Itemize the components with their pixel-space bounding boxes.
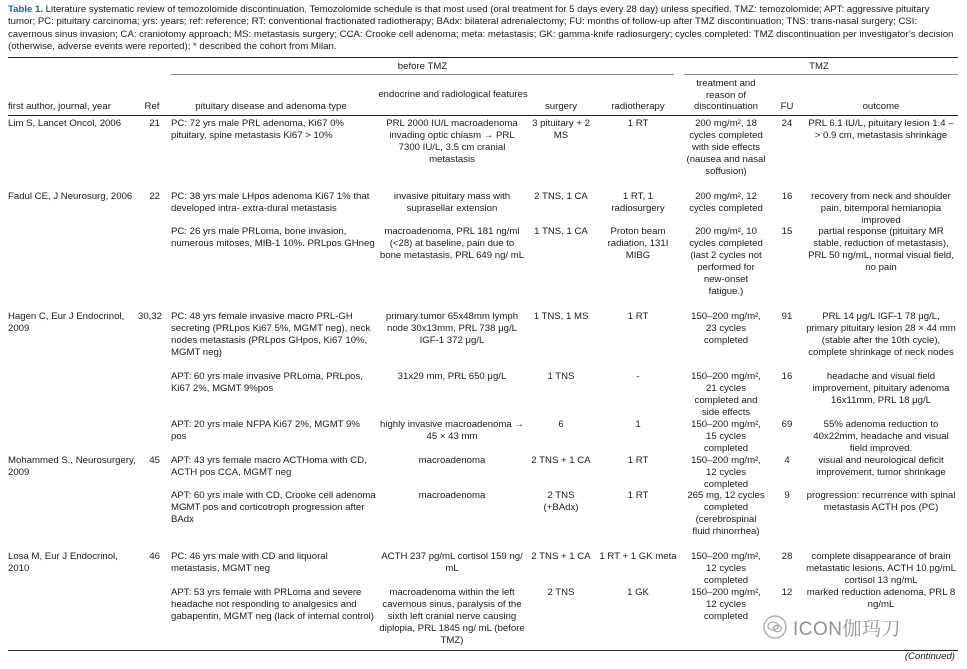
cell-disease: APT: 20 yrs male NFPA Ki67 2%, MGMT 9% pos [171,419,360,442]
cell-endocrine: macroadenoma, PRL 181 ng/ml (<28) at baseline, pain due to bone metastasis, PRL 649 ng/ mL [379,226,525,261]
cell-fu: 28 [781,551,793,562]
header-ref: Ref [144,101,160,112]
cell-surgery: 1 TNS [547,371,575,382]
cell-outcome: headache and visual field improvement, pituitary adenoma 16x11mm, PRL 18 μg/L [812,371,950,406]
cell-radiotherapy: 1 RT [627,490,649,501]
cell-ref: 22 [149,191,160,202]
header-author: first author, journal, year [8,101,111,112]
cell-radiotherapy: 1 RT [627,118,649,129]
cell-ref: 21 [149,118,160,129]
header-outcome: outcome [862,101,900,112]
cell-author: Losa M, Eur J Endocrinol, 2010 [8,551,118,574]
cell-radiotherapy: 1 RT [627,455,649,466]
top-rule [8,57,958,58]
cell-fu: 4 [784,455,790,466]
cell-outcome: PRL 6.1 IU/L, pituitary lesion 1.4 – > 0.9 cm, metastasis shrinkage [808,118,954,141]
header-rule [8,115,958,116]
cell-endocrine: highly invasive macroadenoma → 45 × 43 mm [380,419,524,442]
cell-endocrine: primary tumor 65x48mm lymph node 30x13mm, PRL 738 μg/L IGF-1 372 μg/L [385,311,519,346]
cell-surgery: 2 TNS [547,587,575,598]
cell-treatment: 150–200 mg/m², 12 cycles completed [691,551,761,586]
cell-radiotherapy: Proton beam radiation, 131I MIBG [607,226,669,261]
cell-disease: APT: 43 yrs female macro ACTHoma with CD, ACTH pos CCA, MGMT neg [171,455,367,478]
cell-radiotherapy: 1 [635,419,641,430]
cell-surgery: 1 TNS, 1 MS [533,311,589,322]
cell-disease: PC: 48 yrs female invasive macro PRL-GH secreting (PRLpos Ki67 5%, MGMT neg), neck nodes metastasis (PRLpos GHpos, Ki67 10%, MGMT neg) [171,311,371,358]
bottom-rule [8,650,958,651]
table-caption [8,4,958,54]
cell-treatment: 150–200 mg/m², 12 cycles completed [691,455,761,490]
cell-radiotherapy: 1 RT, 1 radiosurgery [611,191,665,214]
cell-outcome: progression: recurrence with spinal metastasis ACTH pos (PC) [806,490,956,513]
cell-radiotherapy: - [636,371,640,382]
cell-disease: PC: 26 yrs male PRLoma, bone invasion, numerous mitoses, MIB-1 10%. PRLpos GHneg [171,226,375,249]
cell-outcome: recovery from neck and shoulder pain, bitemporal hemianopia improved [811,191,951,226]
header-disease: pituitary disease and adenoma type [195,101,347,112]
group-header-before-tmz: before TMZ [397,61,448,72]
cell-fu: 91 [781,311,793,322]
header-fu: FU [780,101,794,112]
group-rule-tmz [684,74,958,75]
cell-treatment: 265 mg, 12 cycles completed (cerebrospinal fluid rhinorrhea) [687,490,765,537]
cell-endocrine: macroadenoma [418,490,486,501]
cell-disease: PC: 72 yrs male PRL adenoma, Ki67 0% pituitary, spine metastasis Ki67 > 10% [171,118,344,141]
cell-author: Lim S, Lancet Oncol, 2006 [8,118,122,129]
header-treatment: treatment and reason of discontinuation [693,78,758,112]
cell-disease: APT: 60 yrs male with CD, Crooke cell adenoma MGMT pos and corticotroph progression after BAdx [171,490,376,525]
continued-note: (Continued) [904,651,955,662]
cell-surgery: 2 TNS + 1 CA [531,455,591,466]
cell-author: Fadul CE, J Neurosurg, 2006 [8,191,133,202]
group-header-tmz: TMZ [809,61,829,72]
wechat-icon [763,615,787,639]
cell-surgery: 2 TNS, 1 CA [534,191,588,202]
header-surgery: surgery [545,101,577,112]
cell-ref: 45 [149,455,160,466]
cell-radiotherapy: 1 RT + 1 GK meta [599,551,677,562]
header-endocrine: endocrine and radiological features [378,89,528,100]
cell-fu: 69 [781,419,793,430]
cell-outcome: PRL 14 μg/L IGF-1 78 μg/L, primary pituitary lesion 28 × 44 mm (stable after the 10th cycle), complete shrinkage of neck nodes [806,311,956,358]
table-label: Table 1. [8,4,44,15]
cell-surgery: 1 TNS, 1 CA [534,226,588,237]
watermark [763,612,963,642]
cell-treatment: 150–200 mg/m², 21 cycles completed and side effects [691,371,761,418]
cell-disease: PC: 46 yrs male with CD and liquoral metastasis, MGMT neg [171,551,328,574]
cell-fu: 16 [781,191,793,202]
cell-disease: APT: 60 yrs male invasive PRLoma, PRLpos, Ki67 2%, MGMT 9%pos [171,371,363,394]
cell-outcome: marked reduction adenoma, PRL 8 ng/mL [806,587,956,610]
cell-surgery: 6 [558,419,564,430]
cell-fu: 12 [781,587,793,598]
cell-outcome: 55% adenoma reduction to 40x22mm, headache and visual field improved. [813,419,949,454]
cell-fu: 24 [781,118,793,129]
cell-endocrine: invasive pituitary mass with suprasellar extension [393,191,511,214]
cell-surgery: 2 TNS (+BAdx) [543,490,579,513]
cell-surgery: 2 TNS + 1 CA [531,551,591,562]
cell-endocrine: PRL 2000 IU/L macroadenoma invading optic chiasm → PRL 7300 IU/L, 3.5 cm cranial metastasis [386,118,518,165]
cell-ref: 30,32 [138,311,163,322]
cell-radiotherapy: 1 GK [627,587,649,598]
cell-treatment: 150–200 mg/m², 15 cycles completed [691,419,761,454]
cell-treatment: 200 mg/m², 12 cycles completed [689,191,763,214]
cell-outcome: partial response (pituitary MR stable, reduction of metastasis), PRL 50 ng/mL, normal visual field, no pain [808,226,954,273]
cell-fu: 16 [781,371,793,382]
cell-treatment: 150–200 mg/m², 12 cycles completed [691,587,761,622]
cell-surgery: 3 pituitary + 2 MS [532,118,590,141]
cell-radiotherapy: 1 RT [627,311,649,322]
cell-fu: 15 [781,226,793,237]
cell-endocrine: macroadenoma [418,455,486,466]
caption-text: Literature systematic review of temozolomide discontinuation. Temozolomide schedule is that most used (oral treatment for 5 days every 28 day) unless specified. TMZ: temozolomide; APT: aggressive pituitary tumor; PC: pituitary carcinoma; yrs: years; ref: reference; RT: conventional fractionated radiotherapy; BAdx: bilateral adrenalectomy; FU: months of follow-up after TMZ discontinuation; TNS: trans-nasal surgery; CSI: cavernous sinus invasion; CA: craniotomy approach; MS: metastasis surgery; CCA: Crooke cell adenoma; meta: metastasis; GK: gamma-knife radiosurgery; cycles completed: TMZ discontinuation per investigator’s decision (otherwise, adverse events were reported); * described the cohort from Milan. [8,4,954,53]
cell-author: Mohammed S., Neurosurgery, 2009 [8,455,136,478]
cell-disease: APT: 53 yrs female with PRLoma and severe headache not responding to analgesics and gabapentin, MGMT neg (lack of internal control) [171,587,374,622]
cell-endocrine: ACTH 237 pg/mL cortisol 159 ng/ mL [381,551,523,574]
group-rule-before [171,74,674,75]
cell-fu: 9 [784,490,790,501]
cell-outcome: visual and neurological deficit improvement, tumor shrinkage [816,455,946,478]
cell-treatment: 200 mg/m², 10 cycles completed (last 2 cycles not performed for new-onset fatigue.) [689,226,763,297]
cell-author: Hagen C, Eur J Endocrinol, 2009 [8,311,125,334]
watermark-text: ICON伽玛刀 [793,618,902,640]
cell-treatment: 200 mg/m², 18 cycles completed with side effects (nausea and nasal soffusion) [686,118,766,177]
cell-ref: 46 [149,551,160,562]
cell-treatment: 150–200 mg/m², 23 cycles completed [691,311,761,346]
cell-endocrine: 31x29 mm, PRL 650 μg/L [397,371,507,382]
cell-outcome: complete disappearance of brain metastatic lesions, ACTH 10 pg/mL cortisol 13 ng/mL [806,551,956,586]
header-radiotherapy: radiotherapy [611,101,665,112]
cell-disease: PC: 38 yrs male LHpos adenoma Ki67 1% that developed intra- extra-dural metastasis [171,191,370,214]
cell-endocrine: macroadenoma within the left cavernous sinus, paralysis of the sixth left cranial nerve causing diplopia, PRL 1845 ng/ mL (before TMZ) [379,587,525,646]
